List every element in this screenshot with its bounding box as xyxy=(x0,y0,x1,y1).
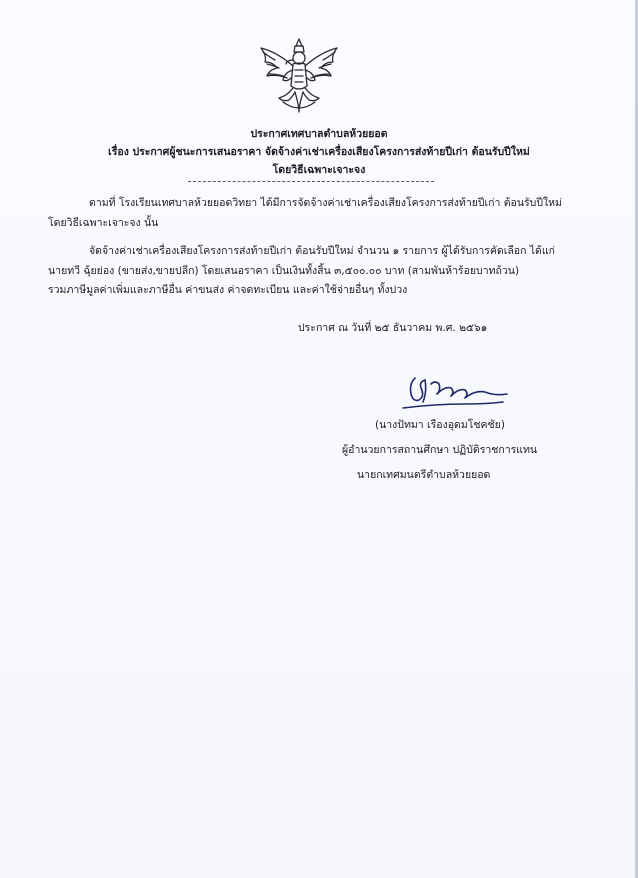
signature-icon xyxy=(395,370,515,414)
announce-date: ประกาศ ณ วันที่ ๒๕ ธันวาคม พ.ศ. ๒๕๖๑ xyxy=(298,322,488,334)
signatory-position-1: ผู้อำนวยการสถานศึกษา ปฏิบัติราชการแทน xyxy=(342,444,538,456)
signatory-position-2: นายกเทศมนตรีตำบลห้วยยอด xyxy=(357,469,491,481)
garuda-emblem-icon xyxy=(253,36,345,116)
header-org: ประกาศเทศบาลตำบลห้วยยอด xyxy=(250,128,388,140)
signatory-name: (นางปัทมา เรืองอุดมโชคชัย) xyxy=(375,419,505,431)
separator-line xyxy=(188,181,434,182)
body-para1-line1: ตามที่ โรงเรียนเทศบาลห้วยยอดวิทยา ได้มีการจัดจ้างค่าเช่าเครื่องเสียงโครงการส่งท้ายปีเก่า ต้อนรับปีใหม่ xyxy=(89,197,562,209)
body-para2-line2: นายทวี ฉุ้ยย่อง (ขายส่ง,ขายปลีก) โดยเสนอราคา เป็นเงินทั้งสิ้น ๓,๕๐๐.๐๐ บาท (สามพันห้าร้อยบาทถ้วน) xyxy=(48,265,520,277)
body-para1-line2: โดยวิธีเฉพาะเจาะจง นั้น xyxy=(48,217,159,229)
body-para2-line1: จัดจ้างค่าเช่าเครื่องเสียงโครงการส่งท้ายปีเก่า ต้อนรับปีใหม่ จำนวน ๑ รายการ ผู้ได้รับการคัดเลือก ได้แก่ xyxy=(89,245,555,257)
header-method: โดยวิธีเฉพาะเจาะจง xyxy=(272,164,366,176)
body-para2-line3: รวมภาษีมูลค่าเพิ่มและภาษีอื่น ค่าขนส่ง ค่าจดทะเบียน และค่าใช้จ่ายอื่นๆ ทั้งปวง xyxy=(48,284,408,296)
header-subject: เรื่อง ประกาศผู้ชนะการเสนอราคา จัดจ้างค่าเช่าเครื่องเสียงโครงการส่งท้ายปีเก่า ต้อนรับปีใหม่ xyxy=(108,146,530,158)
